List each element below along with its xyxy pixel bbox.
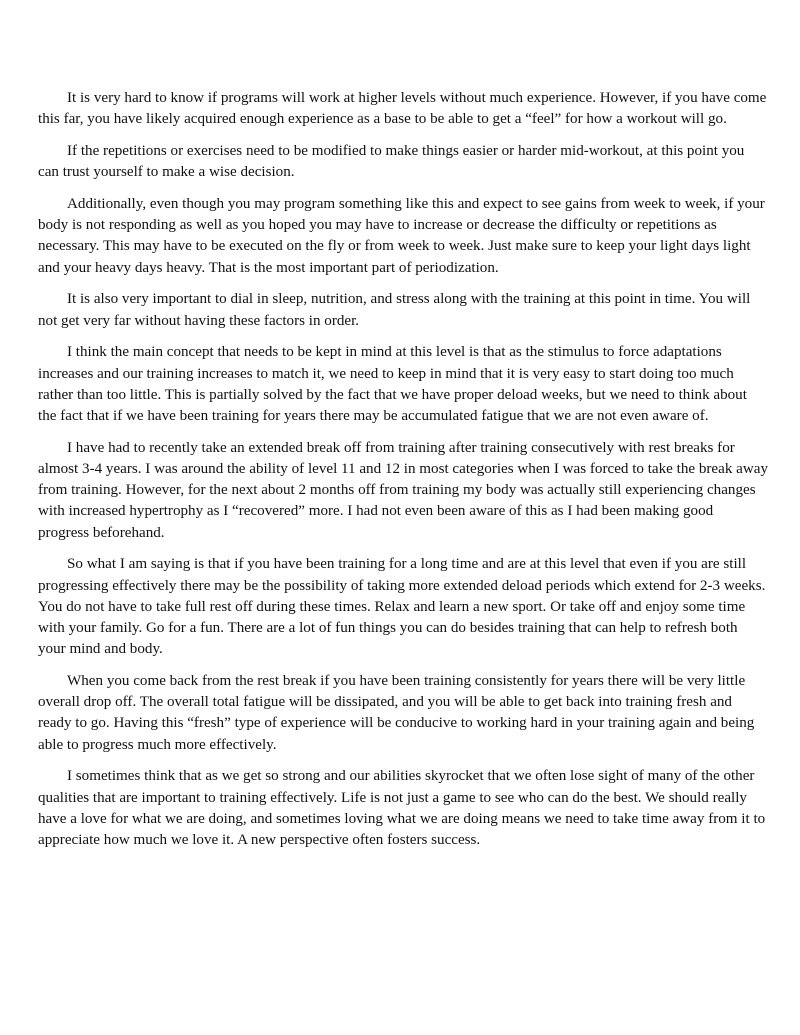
paragraph-9: I sometimes think that as we get so strong and our abilities skyrocket that we often lose sight of many of the other qualities that are important to training effectively. Life is not just a game to see who can do the best. We should really have a love for what we are doing, and sometimes loving what we are doing means we need to take time away from it to appreciate how much we love it. A new perspective often fosters success. <box>38 768 766 849</box>
paragraph-2: If the repetitions or exercises need to be modified to make things easier or harder mid-workout, at this point you can trust yourself to make a wise decision. <box>38 143 745 181</box>
document-page <box>38 88 768 862</box>
paragraph-4: It is also very important to dial in sleep, nutrition, and stress along with the training at this point in time. You will not get very far without having these factors in order. <box>38 291 751 329</box>
paragraph-3: Additionally, even though you may program something like this and expect to see gains from week to week, if your body is not responding as well as you hoped you may have to increase or decrease the difficulty or repetitions as necessary. This may have to be executed on the fly or from week to week. Just make sure to keep your light days light and your heavy days heavy. That is the most important part of periodization. <box>38 196 765 276</box>
paragraph-1: It is very hard to know if programs will work at higher levels without much experience. However, if you have come this far, you have likely acquired enough experience as a base to be able to get a “feel” for how a workout will go. <box>38 90 767 128</box>
paragraph-6: I have had to recently take an extended break off from training after training consecutively with rest breaks for almost 3-4 years. I was around the ability of level 11 and 12 in most categories when I was forced to take the break away from training. However, for the next about 2 months off from training my body was actually still experiencing changes with increased hypertrophy as I “recovered” more. I had not even been aware of this as I had been making good progress beforehand. <box>38 439 768 541</box>
paragraph-8: When you come back from the rest break if you have been training consistently for years there will be very little overall drop off. The overall total fatigue will be dissipated, and you will be able to get back into training fresh and ready to go. Having this “fresh” type of experience will be conducive to working hard in your training again and being able to progress much more effectively. <box>38 673 755 753</box>
paragraph-7: So what I am saying is that if you have been training for a long time and are at this level that even if you are still progressing effectively there may be the possibility of taking more extended deload periods which extend for 2-3 weeks. You do not have to take full rest off during these times. Relax and learn a new sport. Or take off and enjoy some time with your family. Go for a fun. There are a lot of fun things you can do besides training that can help to refresh both your mind and body. <box>38 556 766 658</box>
paragraph-5: I think the main concept that needs to be kept in mind at this level is that as the stimulus to force adaptations increases and our training increases to match it, we need to keep in mind that it is very easy to start doing too much rather than too little. This is partially solved by the fact that we have proper deload weeks, but we need to think about the fact that if we have been training for years there may be accumulated fatigue that we are not even aware of. <box>38 344 747 425</box>
